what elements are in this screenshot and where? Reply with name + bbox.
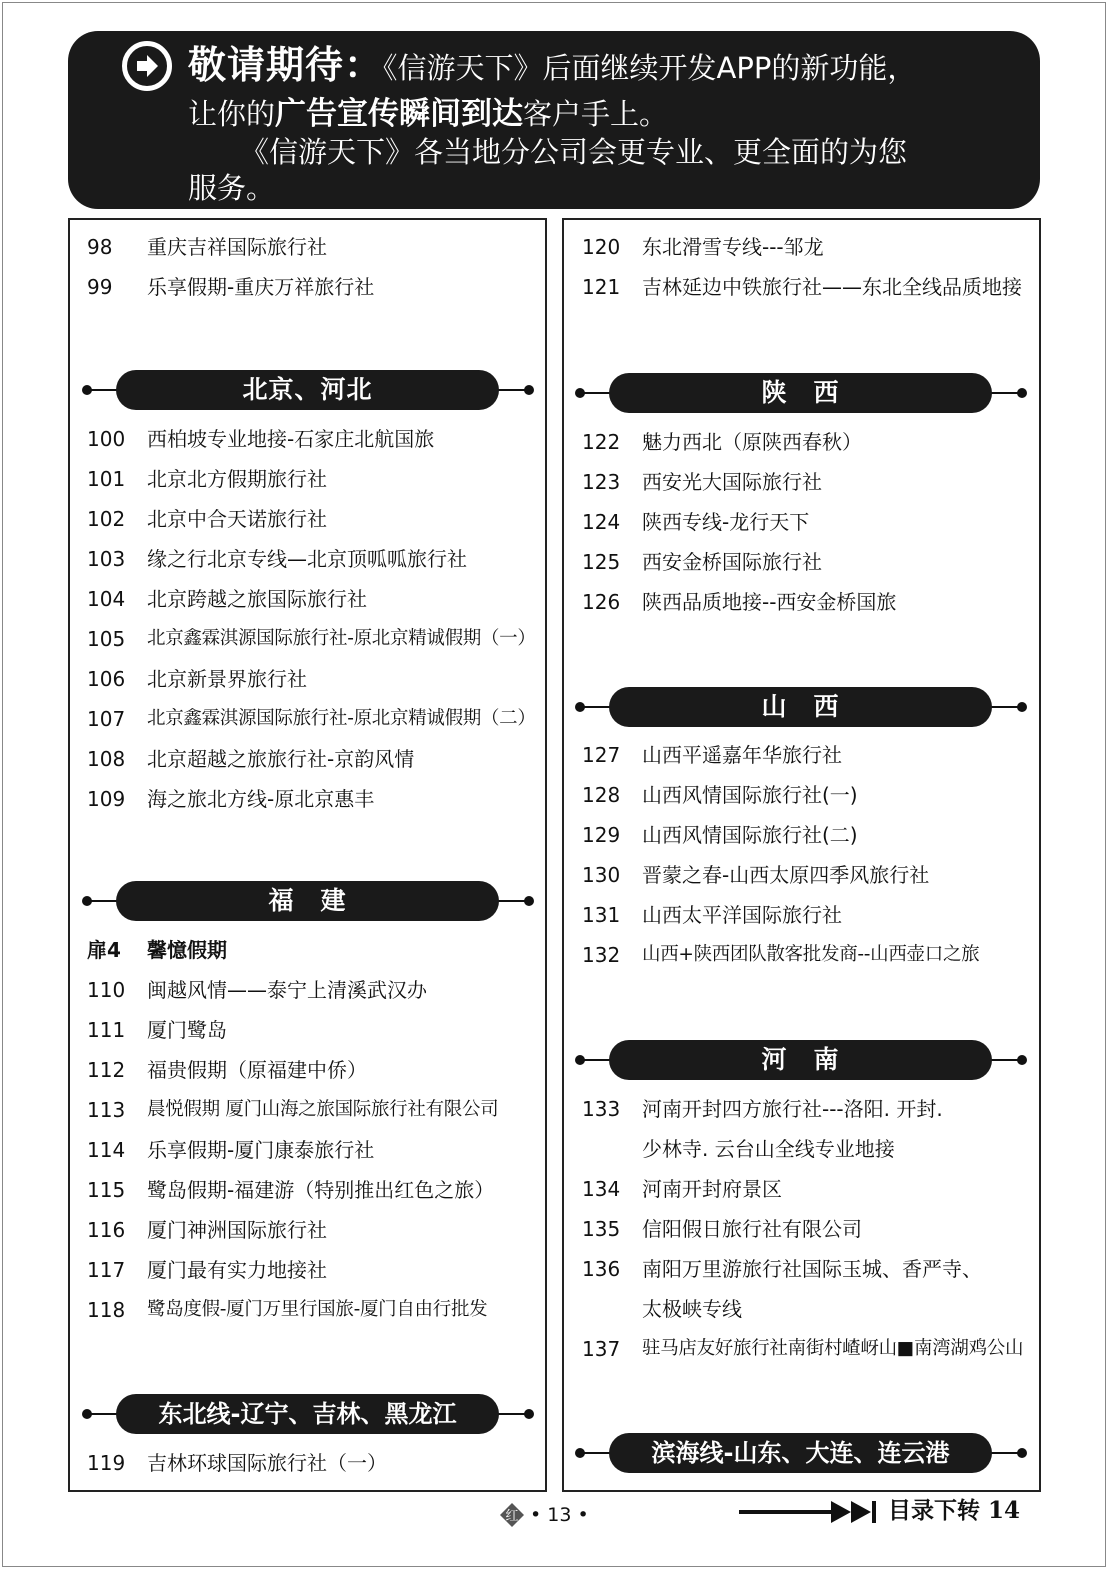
section-header-shaanxi: 陕 西 <box>575 373 1027 413</box>
badge-label: 红 <box>505 1509 519 1524</box>
double-arrow-icon <box>739 1497 879 1531</box>
arrow-right-icon <box>122 41 172 91</box>
section-header-beijing: 北京、河北 <box>82 370 534 410</box>
section-header-binhai: 滨海线-山东、大连、连云港 <box>575 1433 1027 1473</box>
banner-heading: 敬请期待： <box>188 43 384 87</box>
page-number: • 13 • <box>530 1504 589 1526</box>
banner-line-2-pre: 让你的 <box>188 97 276 131</box>
banner-line-1 <box>188 43 917 87</box>
banner-line-4: 服务。 <box>188 171 276 205</box>
section-header-dongbei: 东北线-辽宁、吉林、黑龙江 <box>82 1394 534 1434</box>
section-header-shanxi: 山 西 <box>575 687 1027 727</box>
section-header-henan: 河 南 <box>575 1040 1027 1080</box>
banner-line-1-text: 《信游天下》后面继续开发APP的新功能， <box>383 51 917 85</box>
section-header-fujian: 福 建 <box>82 881 534 921</box>
banner-line-2 <box>188 97 668 131</box>
red-badge-icon <box>499 1502 525 1528</box>
banner-line-2-post: 客户手上。 <box>523 97 669 131</box>
toc-continued-label: 目录下转 14 <box>888 1497 1021 1524</box>
banner-line-3: 《信游天下》各当地分公司会更专业、更全面的为您 <box>240 135 908 169</box>
banner-line-2-bold: 广告宣传瞬间到达 <box>275 96 524 132</box>
